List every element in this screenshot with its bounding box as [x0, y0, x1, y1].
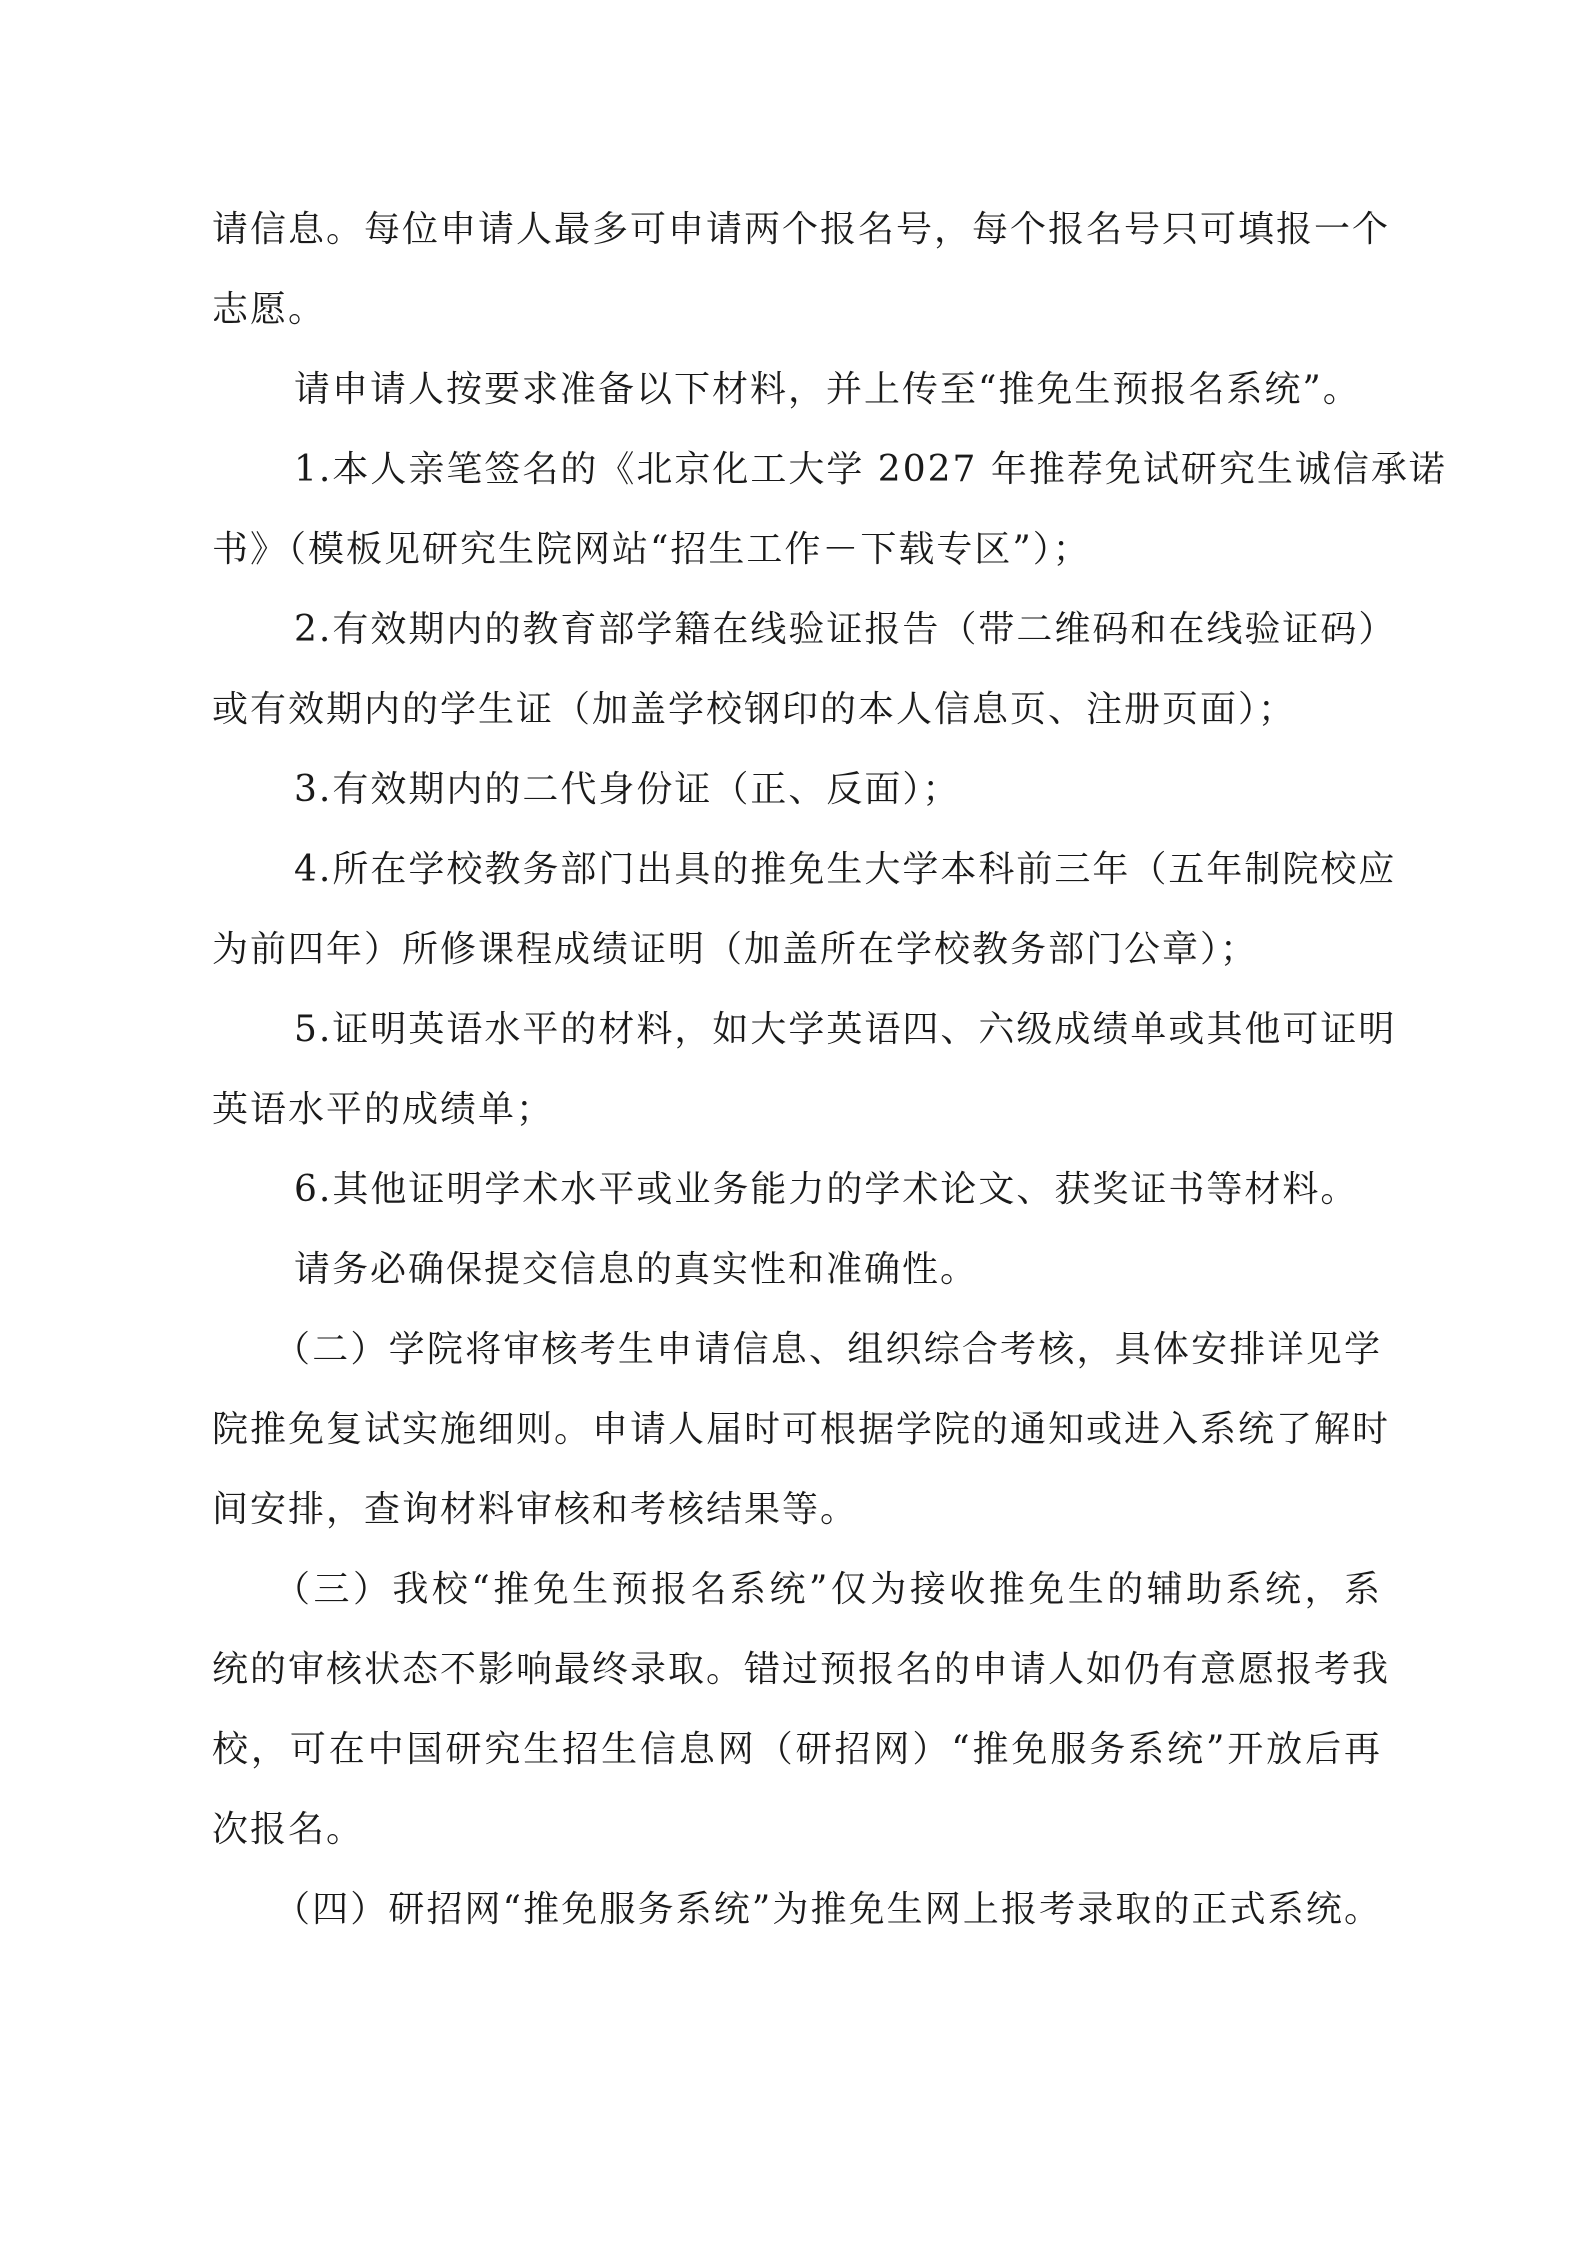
- text-line-12: 英语水平的成绩单；: [212, 1089, 555, 1130]
- text-line-9: 4.所在学校教务部门出具的推免生大学本科前三年（五年制院校应: [294, 849, 1397, 890]
- text-line-6: 2.有效期内的教育部学籍在线验证报告（带二维码和在线验证码）: [294, 609, 1397, 650]
- text-line-1: 请信息。每位申请人最多可申请两个报名号，每个报名号只可填报一个: [212, 209, 1391, 250]
- text-line-7: 或有效期内的学生证（加盖学校钢印的本人信息页、注册页面）；: [212, 689, 1297, 730]
- text-line-22: （四）研招网“推免服务系统”为推免生网上报考录取的正式系统。: [274, 1889, 1382, 1930]
- text-line-15: （二）学院将审核考生申请信息、组织综合考核，具体安排详见学: [274, 1329, 1382, 1370]
- text-line-19: 统的审核状态不影响最终录取。错过预报名的申请人如仍有意愿报考我: [212, 1649, 1391, 1690]
- text-line-14: 请务必确保提交信息的真实性和准确性。: [294, 1249, 979, 1290]
- text-line-5: 书》（模板见研究生院网站“招生工作－下载专区”）；: [212, 529, 1091, 570]
- text-line-13: 6.其他证明学术水平或业务能力的学术论文、获奖证书等材料。: [294, 1169, 1359, 1210]
- text-line-16: 院推免复试实施细则。申请人届时可根据学院的通知或进入系统了解时: [212, 1409, 1391, 1450]
- text-line-21: 次报名。: [212, 1809, 365, 1850]
- text-line-2: 志愿。: [212, 289, 327, 330]
- text-line-8: 3.有效期内的二代身份证（正、反面）；: [294, 769, 961, 810]
- text-line-4: 1.本人亲笔签名的《北京化工大学 2027 年推荐免试研究生诚信承诺: [294, 449, 1447, 490]
- text-line-18: （三）我校“推免生预报名系统”仅为接收推免生的辅助系统，系: [274, 1569, 1382, 1610]
- text-line-10: 为前四年）所修课程成绩证明（加盖所在学校教务部门公章）；: [212, 929, 1259, 970]
- text-line-20: 校，可在中国研究生招生信息网（研招网）“推免服务系统”开放后再: [212, 1729, 1382, 1770]
- text-line-3: 请申请人按要求准备以下材料，并上传至“推免生预报名系统”。: [294, 369, 1361, 410]
- text-line-11: 5.证明英语水平的材料，如大学英语四、六级成绩单或其他可证明: [294, 1009, 1397, 1050]
- text-line-17: 间安排，查询材料审核和考核结果等。: [212, 1489, 859, 1530]
- document-body: [212, 190, 1447, 1950]
